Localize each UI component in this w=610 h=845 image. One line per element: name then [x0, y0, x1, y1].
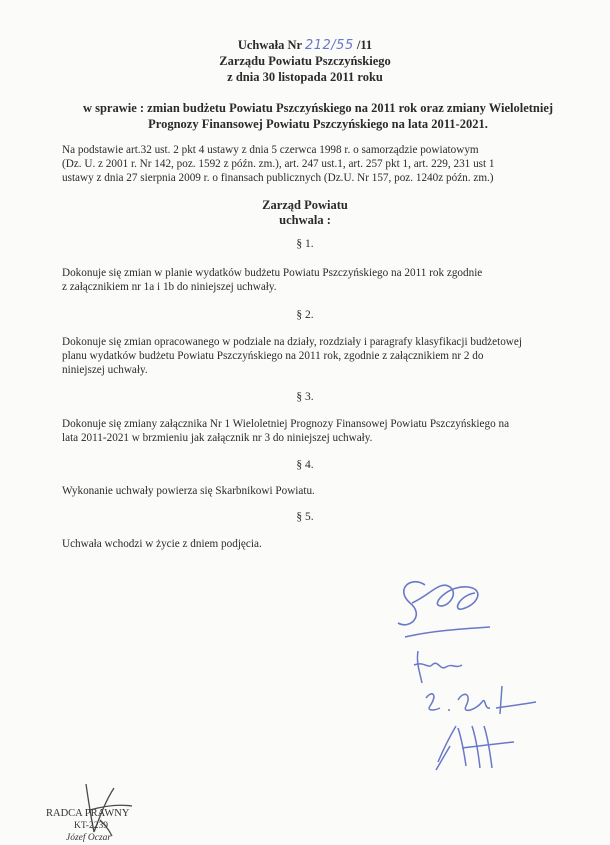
legal-basis-line: (Dz. U. z 2001 r. Nr 142, poz. 1592 z późn. zm.), art. 247 ust.1, art. 257 pkt 1, art. 229, 231 ust 1 — [62, 158, 495, 170]
section-line: Dokonuje się zmiany załącznika Nr 1 Wieloletniej Prognozy Finansowej Powiatu Pszczyńskiego na — [62, 418, 510, 430]
signature-1 — [390, 565, 510, 645]
section-line: Uchwała wchodzi w życie z dniem podjęcia. — [62, 538, 262, 550]
signature-4 — [428, 718, 528, 774]
section-body — [62, 537, 562, 551]
subject-line-1: w sprawie : zmian budżetu Powiatu Pszczyńskiego na 2011 rok oraz zmiany Wieloletniej — [82, 101, 554, 115]
section-line: z załącznikiem nr 1a i 1b do niniejszej uchwały. — [62, 281, 277, 293]
title-prefix: Uchwała Nr — [237, 38, 302, 52]
section-body — [62, 484, 562, 498]
resolution-title — [0, 38, 610, 53]
section-body — [62, 266, 562, 294]
title-suffix: /11 — [356, 38, 373, 52]
section-line: niniejszej uchwały. — [62, 364, 148, 376]
stamp-id: KT-2239 — [74, 821, 108, 831]
section-line: lata 2011-2021 w brzmieniu jak załącznik nr 3 do niniejszej uchwały. — [62, 432, 373, 444]
section-body — [62, 417, 562, 445]
resolves-verb: uchwala : — [279, 213, 331, 227]
resolves-body: Zarząd Powiatu — [262, 198, 348, 212]
legal-basis-line: ustawy z dnia 27 sierpnia 2009 r. o finansach publicznych (Dz.U. Nr 157, poz. 1240z późn. zm.) — [62, 172, 494, 184]
section-body — [62, 335, 562, 377]
legal-basis — [62, 143, 562, 185]
section-line: Wykonanie uchwały powierza się Skarbnikowi Powiatu. — [62, 485, 315, 497]
section-heading: § 3. — [296, 391, 314, 403]
stamp-name: Józef Oczar — [66, 833, 112, 843]
section-heading: § 4. — [296, 459, 314, 471]
resolution-date: z dnia 30 listopada 2011 roku — [227, 70, 383, 84]
legal-counsel-stamp — [46, 808, 129, 844]
section-line: Dokonuje się zmian w planie wydatków budżetu Powiatu Pszczyńskiego na 2011 rok zgodnie — [62, 267, 483, 279]
subject-line-2: Prognozy Finansowej Powiatu Pszczyńskiego na lata 2011-2021. — [148, 117, 488, 131]
issuing-body: Zarządu Powiatu Pszczyńskiego — [219, 54, 391, 68]
legal-basis-line: Na podstawie art.32 ust. 2 pkt 4 ustawy z dnia 5 czerwca 1998 r. o samorządzie powiatowym — [62, 144, 479, 156]
stamp-title: RADCA PRAWNY — [46, 808, 130, 819]
handwritten-number: 212/55 — [304, 38, 354, 53]
section-heading: § 2. — [296, 309, 314, 321]
section-heading: § 5. — [296, 511, 314, 523]
section-heading: § 1. — [296, 238, 314, 250]
section-line: Dokonuje się zmian opracowanego w podziale na działy, rozdziały i paragrafy klasyfikacji budżetowej — [62, 336, 522, 348]
section-line: planu wydatków budżetu Powiatu Pszczyńskiego na 2011 rok, zgodnie z załącznikiem nr 2 do — [62, 350, 484, 362]
